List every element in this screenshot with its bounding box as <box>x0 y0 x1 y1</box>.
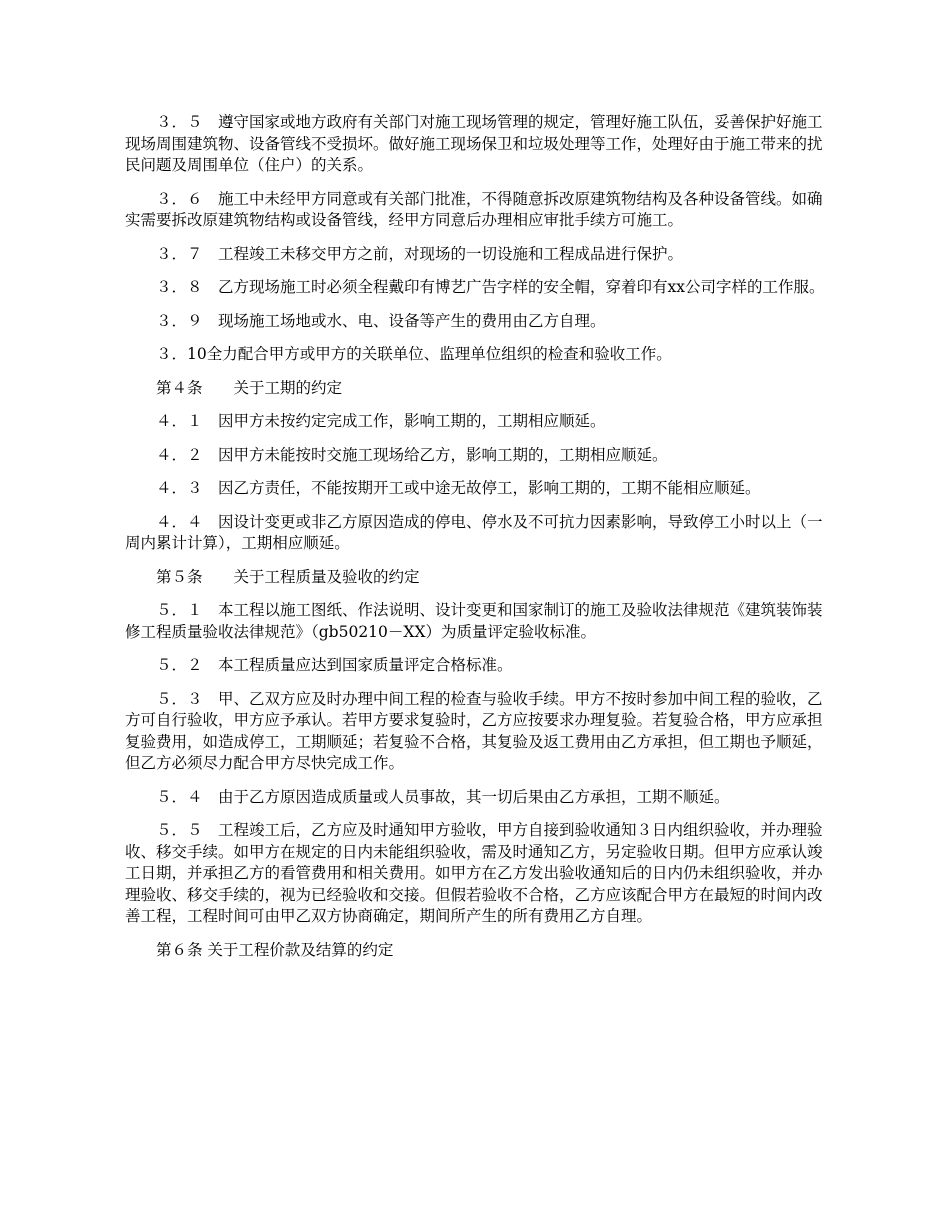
paragraph-4-1: ４．１ 因甲方未按约定完成工作，影响工期的，工期相应顺延。 <box>156 412 606 430</box>
paragraph-3-6: ３．６ 施工中未经甲方同意或有关部门批准，不得随意拆改原建筑物结构及各种设备管线。如确实需要拆改原建筑物结构或设备管线，经甲方同意后办理相应审批手续方可施工。 <box>125 189 823 229</box>
paragraph-5-5: ５．５ 工程竣工后，乙方应及时通知甲方验收，甲方自接到验收通知３日内组织验收，并办理验收、移交手续。如甲方在规定的日内未能组织验收，需及时通知乙方，另定验收日期。但甲方应承认竣工日期，并承担乙方的看管费用和相关费用。如甲方在乙方发出验收通知后的日内仍未组织验收，并办理验收、移交手续的，视为已经验收和交接。但假若验收不合格，乙方应该配合甲方在最短的时间内改善工程，工程时间可由甲乙双方协商确定，期间所产生的所有费用乙方自理。 <box>125 821 823 925</box>
paragraph-3-9: ３．９ 现场施工场地或水、电、设备等产生的费用由乙方自理。 <box>156 311 606 330</box>
paragraph-3-8: ３．８ 乙方现场施工时必须全程戴印有博艺广告字样的安全帽，穿着印有xx公司字样的工作服。 <box>156 278 825 296</box>
paragraph-5-1: ５．１ 本工程以施工图纸、作法说明、设计变更和国家制订的施工及验收法律规范《建筑装饰装修工程质量验收法律规范》（gb50210－XX）为质量评定验收标准。 <box>125 601 823 641</box>
paragraph-5-3: ５．３ 甲、乙双方应及时办理中间工程的检查与验收手续。甲方不按时参加中间工程的验收，乙方可自行验收，甲方应予承认。若甲方要求复验时，乙方应按要求办理复验。若复验合格，甲方应承担复验费用，如造成停工，工期顺延；若复验不合格，其复验及返工费用由乙方承担，但工期也予顺延，但乙方必须尽力配合甲方尽快完成工作。 <box>125 689 823 772</box>
paragraph-3-7: ３．７ 工程竣工未移交甲方之前，对现场的一切设施和工程成品进行保护。 <box>156 244 684 263</box>
paragraph-3-5: ３．５ 遵守国家或地方政府有关部门对施工现场管理的规定，管理好施工队伍，妥善保护好施工现场周围建筑物、设备管线不受损坏。做好施工现场保卫和垃圾处理等工作，处理好由于施工带来的扰民问题及周围单位（住户）的关系。 <box>125 113 823 174</box>
paragraph-4-2: ４．２ 因甲方未能按时交施工现场给乙方，影响工期的，工期相应顺延。 <box>156 445 668 464</box>
paragraph-5-2: ５．２ 本工程质量应达到国家质量评定合格标准。 <box>156 656 513 674</box>
paragraph-4-4: ４．４ 因设计变更或非乙方原因造成的停电、停水及不可抗力因素影响，导致停工小时以上（一周内累计计算），工期相应顺延。 <box>125 512 823 552</box>
article-4-heading: 第４条 关于工期的约定 <box>156 378 343 397</box>
article-5-heading: 第５条 关于工程质量及验收的约定 <box>156 567 420 586</box>
paragraph-4-3: ４．３ 因乙方责任，不能按期开工或中途无故停工，影响工期的，工期不能相应顺延。 <box>156 479 761 497</box>
paragraph-3-10: ３．10全力配合甲方或甲方的关联单位、监理单位组织的检查和验收工作。 <box>156 345 672 363</box>
paragraph-5-4: ５．４ 由于乙方原因造成质量或人员事故，其一切后果由乙方承担，工期不顺延。 <box>156 787 730 806</box>
article-6-heading: 第６条 关于工程价款及结算的约定 <box>156 940 394 959</box>
